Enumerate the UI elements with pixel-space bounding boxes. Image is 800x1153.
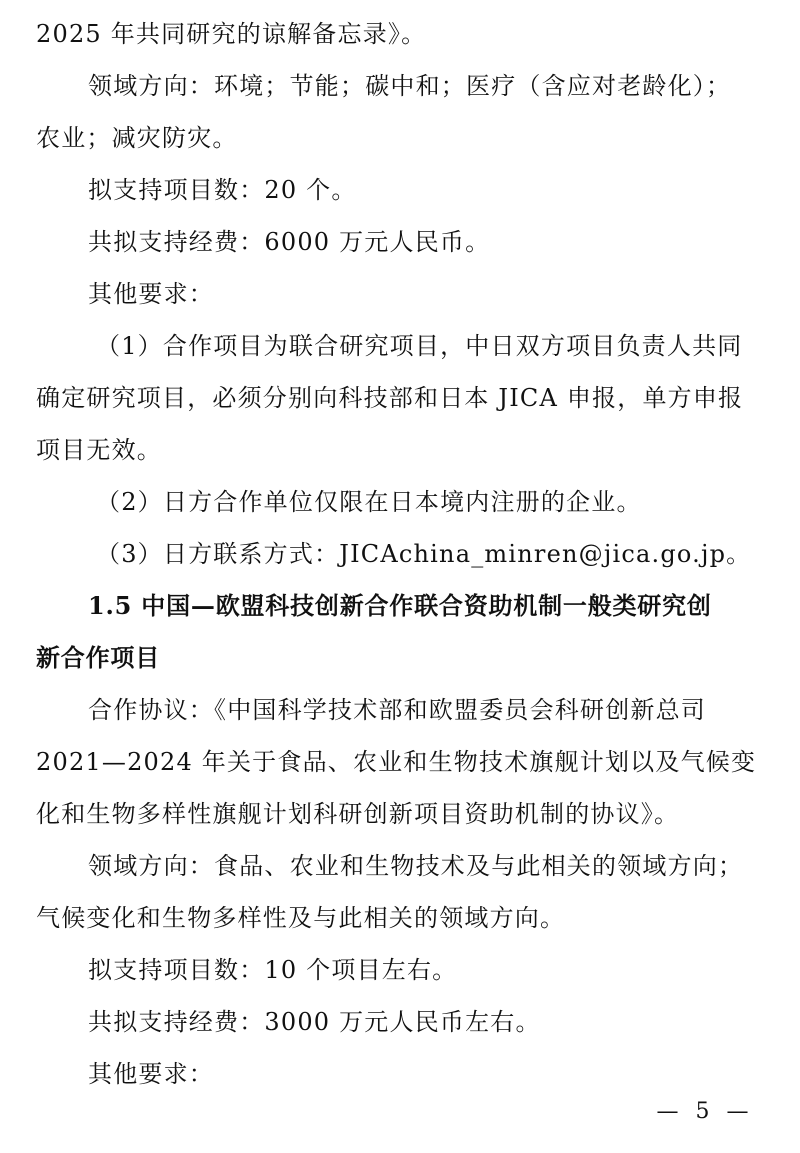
text-line-10: （2）日方合作单位仅限在日本境内注册的企业。 — [96, 488, 642, 516]
text-line-5: 共拟支持经费：6000 万元人民币。 — [88, 228, 491, 256]
section-heading-line-1: 1.5 中国—欧盟科技创新合作联合资助机制一般类研究创 — [88, 591, 712, 620]
text-line-15: 2021—2024 年关于食品、农业和生物技术旗舰计划以及气候变 — [36, 748, 757, 776]
text-line-3: 农业；减灾防灾。 — [36, 124, 238, 152]
text-line-18: 气候变化和生物多样性及与此相关的领域方向。 — [36, 904, 566, 932]
text-line-2: 领域方向：环境；节能；碳中和；医疗（含应对老龄化）； — [88, 72, 732, 100]
page-number: — 5 — — [656, 1099, 754, 1124]
text-line-9: 项目无效。 — [36, 436, 162, 464]
text-line-11: （3）日方联系方式：JICAchina_minren@jica.go.jp。 — [96, 540, 752, 568]
text-line-8: 确定研究项目，必须分别向科技部和日本 JICA 申报，单方申报 — [36, 384, 744, 412]
text-line-21: 其他要求： — [88, 1060, 214, 1088]
text-line-7: （1）合作项目为联合研究项目，中日双方项目负责人共同 — [96, 332, 743, 360]
text-line-17: 领域方向：食品、农业和生物技术及与此相关的领域方向； — [88, 852, 744, 880]
text-line-16: 化和生物多样性旗舰计划科研创新项目资助机制的协议》。 — [36, 800, 680, 828]
text-line-20: 共拟支持经费：3000 万元人民币左右。 — [88, 1008, 541, 1036]
text-line-14: 合作协议：《中国科学技术部和欧盟委员会科研创新总司 — [88, 696, 706, 724]
section-heading-line-2: 新合作项目 — [36, 643, 160, 672]
text-line-4: 拟支持项目数：20 个。 — [88, 176, 357, 204]
text-line-6: 其他要求： — [88, 280, 214, 308]
text-line-19: 拟支持项目数：10 个项目左右。 — [88, 956, 458, 984]
text-line-1: 2025 年共同研究的谅解备忘录》。 — [36, 20, 427, 48]
